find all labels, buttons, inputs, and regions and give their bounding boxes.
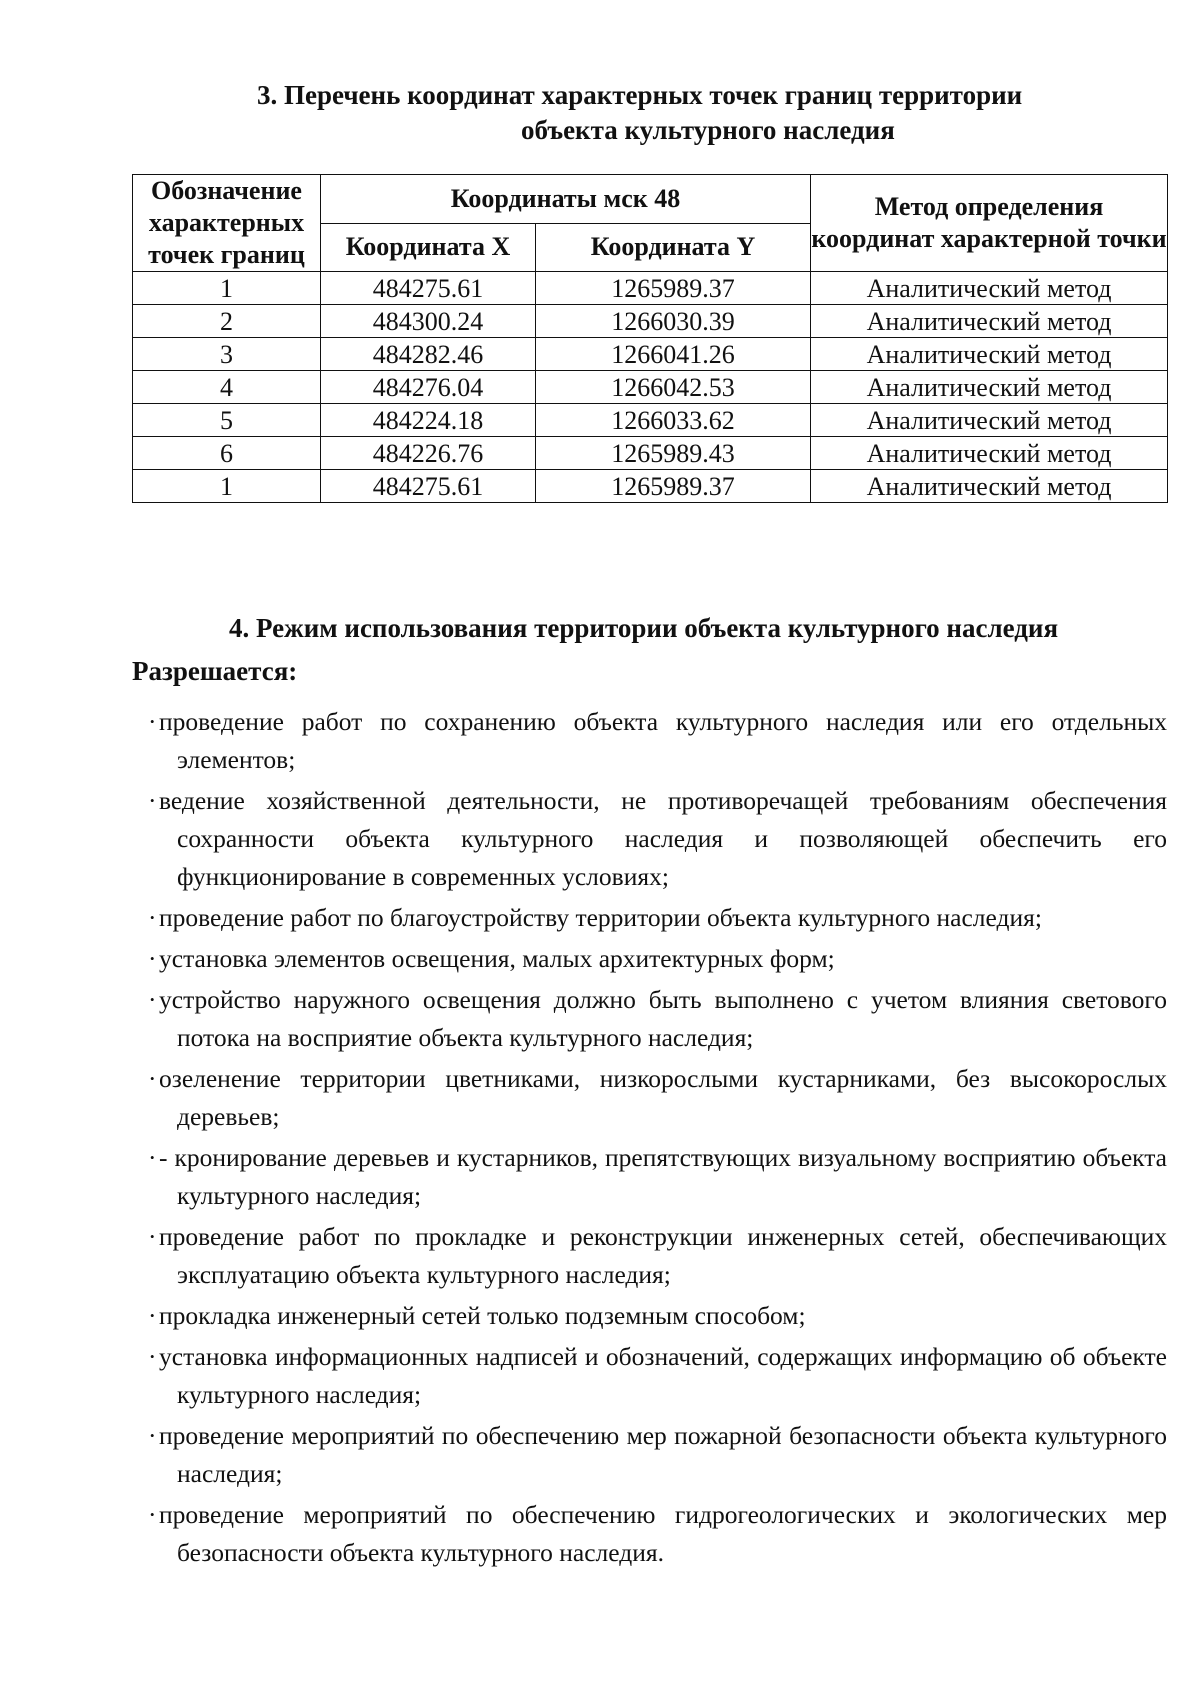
list-item (137, 1139, 1167, 1215)
header-y: Координата Y (536, 223, 811, 272)
cell-point: 1 (133, 272, 321, 305)
list-item (137, 703, 1167, 779)
cell-point: 4 (133, 371, 321, 404)
list-item (137, 1297, 1167, 1335)
cell-method: Аналитический метод (811, 371, 1168, 404)
list-item-text: устройство наружного освещения должно быть выполнено с учетом влияния светового потока на восприятие объекта культурного наследия; (159, 985, 1167, 1052)
list-item-text: проведение работ по прокладке и реконструкции инженерных сетей, обеспечивающих эксплуатацию объекта культурного наследия; (159, 1222, 1167, 1289)
cell-method: Аналитический метод (811, 338, 1168, 371)
bullet-marker: · (148, 1342, 157, 1371)
table-row (133, 404, 1168, 437)
list-item-text: установка элементов освещения, малых архитектурных форм; (159, 944, 835, 973)
list-item (137, 1338, 1167, 1414)
cell-y: 1265989.37 (536, 470, 811, 503)
list-item (137, 899, 1167, 937)
allowed-activities-list (137, 703, 1167, 1575)
list-item (137, 981, 1167, 1057)
header-x: Координата X (321, 223, 536, 272)
cell-point: 1 (133, 470, 321, 503)
cell-method: Аналитический метод (811, 437, 1168, 470)
cell-method: Аналитический метод (811, 404, 1168, 437)
list-item (137, 940, 1167, 978)
bullet-marker: · (148, 707, 157, 736)
list-item-text: установка информационных надписей и обозначений, содержащих информацию об объекте культурного наследия; (159, 1342, 1167, 1409)
table-row (133, 371, 1168, 404)
cell-y: 1266030.39 (536, 305, 811, 338)
cell-point: 6 (133, 437, 321, 470)
cell-method: Аналитический метод (811, 470, 1168, 503)
section-3-title-line-2: объекта культурного наследия (521, 115, 895, 145)
cell-y: 1265989.43 (536, 437, 811, 470)
table-row (133, 305, 1168, 338)
bullet-marker: · (148, 1222, 157, 1251)
list-item-text: - кронирование деревьев и кустарников, препятствующих визуальному восприятию объекта культурного наследия; (159, 1143, 1167, 1210)
table-row (133, 338, 1168, 371)
list-item-text: проведение работ по благоустройству территории объекта культурного наследия; (159, 903, 1042, 932)
list-item-text: проведение работ по сохранению объекта культурного наследия или его отдельных элементов; (159, 707, 1167, 774)
list-item (137, 1218, 1167, 1294)
bullet-marker: · (148, 985, 157, 1014)
bullet-marker: · (148, 1500, 157, 1529)
cell-x: 484224.18 (321, 404, 536, 437)
bullet-marker: · (148, 1064, 157, 1093)
table-row (133, 272, 1168, 305)
list-item (137, 782, 1167, 896)
cell-method: Аналитический метод (811, 305, 1168, 338)
list-item-text: проведение мероприятий по обеспечению гидрогеологических и экологических мер безопасности объекта культурного наследия. (159, 1500, 1167, 1567)
table-row (133, 470, 1168, 503)
list-item-text: прокладка инженерный сетей только подземным способом; (159, 1301, 806, 1330)
list-item-text: озеленение территории цветниками, низкорослыми кустарниками, без высокорослых деревьев; (159, 1064, 1167, 1131)
cell-x: 484226.76 (321, 437, 536, 470)
cell-y: 1266042.53 (536, 371, 811, 404)
header-coordinates: Координаты мск 48 (321, 175, 811, 224)
coordinates-table (132, 174, 1168, 503)
section-3-title-line-1: 3. Перечень координат характерных точек границ территории (257, 80, 1023, 110)
cell-x: 484300.24 (321, 305, 536, 338)
cell-x: 484276.04 (321, 371, 536, 404)
cell-x: 484275.61 (321, 470, 536, 503)
section-4-title: 4. Режим использования территории объекта культурного наследия (229, 613, 1059, 643)
bullet-marker: · (148, 1143, 157, 1172)
cell-method: Аналитический метод (811, 272, 1168, 305)
cell-point: 5 (133, 404, 321, 437)
bullet-marker: · (148, 944, 157, 973)
cell-y: 1266041.26 (536, 338, 811, 371)
cell-point: 2 (133, 305, 321, 338)
header-point: Обозначение характерных точек границ (133, 175, 321, 272)
cell-y: 1266033.62 (536, 404, 811, 437)
list-item-text: проведение мероприятий по обеспечению мер пожарной безопасности объекта культурного наследия; (159, 1421, 1167, 1488)
list-item-text: ведение хозяйственной деятельности, не противоречащей требованиям обеспечения сохранности объекта культурного наследия и позволяющей обеспечить его функционирование в современных условиях; (159, 786, 1167, 891)
bullet-marker: · (148, 786, 157, 815)
bullet-marker: · (148, 1421, 157, 1450)
cell-x: 484282.46 (321, 338, 536, 371)
table-row (133, 437, 1168, 470)
list-item (137, 1496, 1167, 1572)
header-method: Метод определения координат характерной точки (811, 175, 1168, 272)
list-item (137, 1060, 1167, 1136)
bullet-marker: · (148, 1301, 157, 1330)
cell-y: 1265989.37 (536, 272, 811, 305)
bullet-marker: · (148, 903, 157, 932)
allowed-label: Разрешается: (132, 656, 298, 686)
cell-x: 484275.61 (321, 272, 536, 305)
list-item (137, 1417, 1167, 1493)
cell-point: 3 (133, 338, 321, 371)
